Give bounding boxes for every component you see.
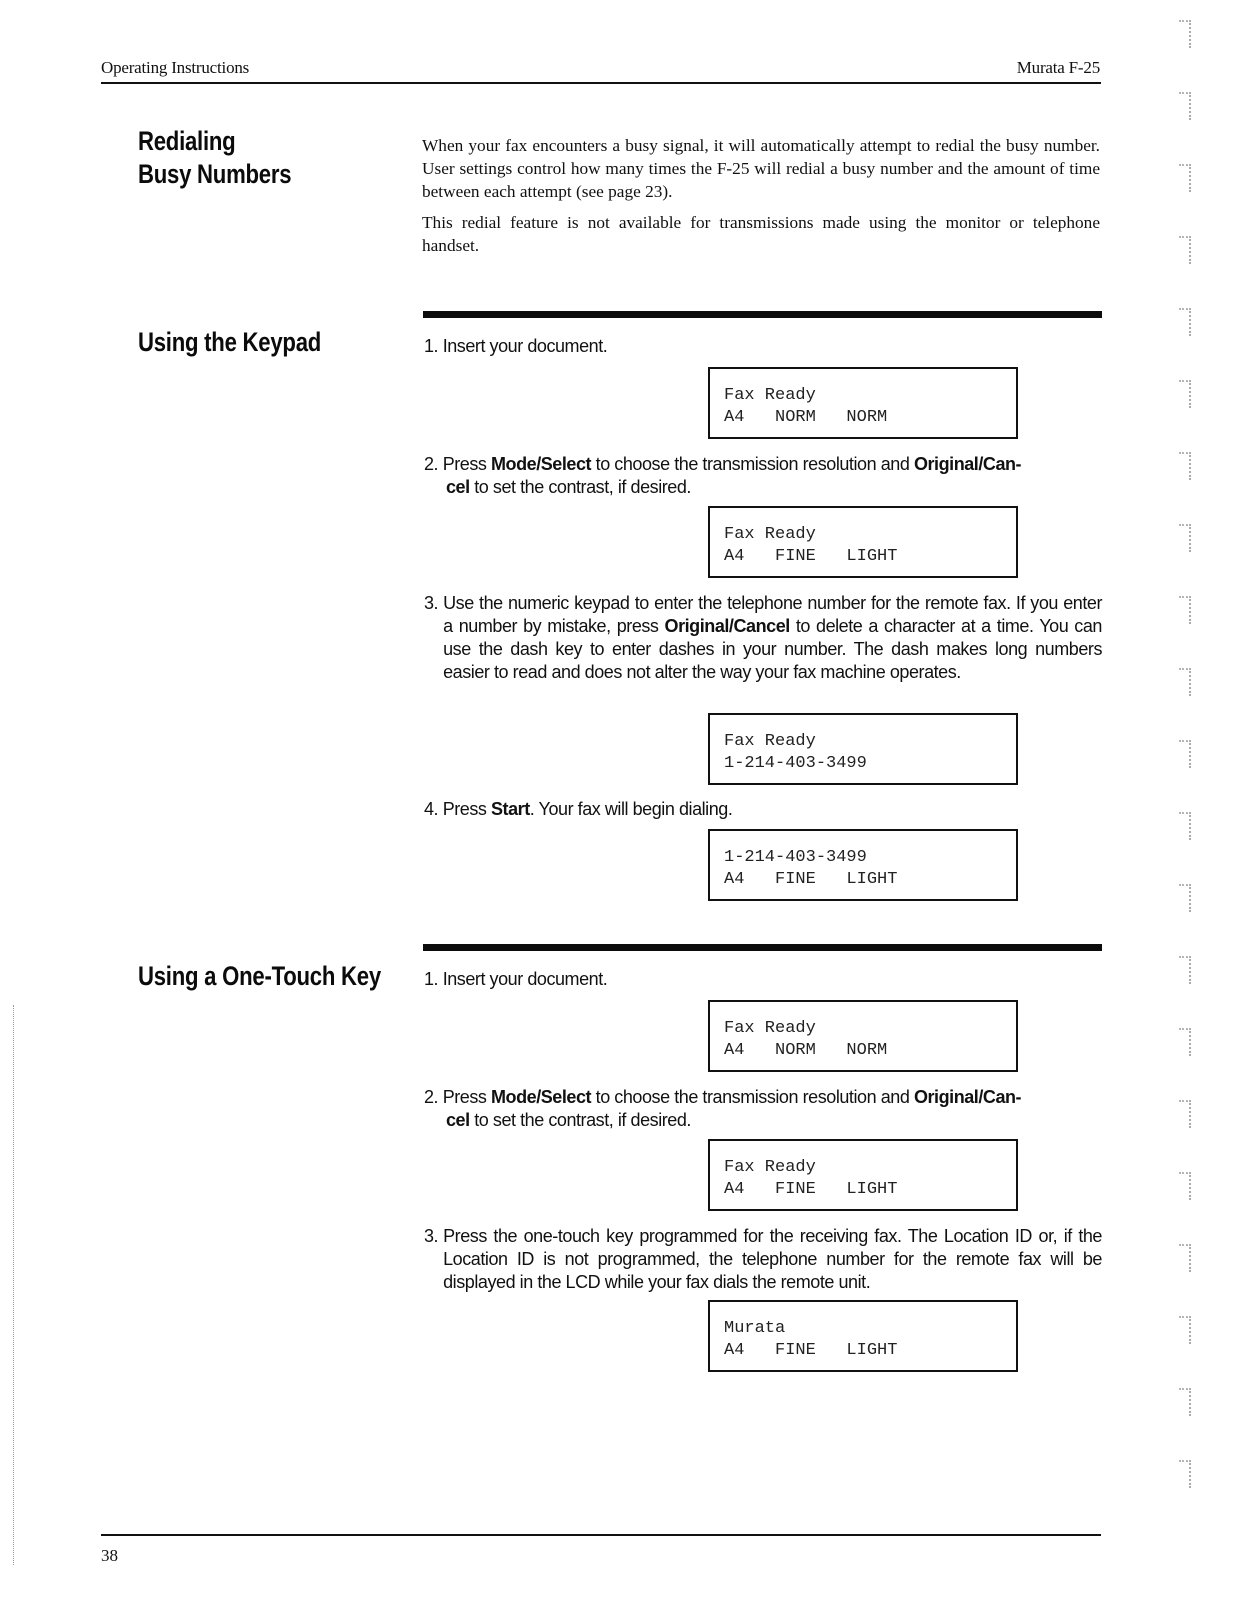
redial-paragraph-2: This redial feature is not available for transmissions made using the monitor or telephone handset. bbox=[422, 213, 1100, 255]
key-name-start: Start bbox=[491, 799, 530, 819]
keypad-step-1 bbox=[424, 335, 1102, 358]
one-touch-step-1 bbox=[424, 968, 1102, 991]
key-name-original-cancel: cel bbox=[446, 477, 470, 497]
step-number: 2. bbox=[424, 454, 439, 474]
scan-mark bbox=[1179, 1100, 1191, 1128]
header-rule bbox=[101, 82, 1101, 84]
step-text: Insert your document. bbox=[442, 969, 608, 989]
step-text: Press bbox=[442, 799, 491, 819]
lcd-line-1: Fax Ready bbox=[724, 525, 816, 544]
lcd-line-1: Murata bbox=[724, 1319, 786, 1338]
keypad-step-3 bbox=[424, 592, 1102, 684]
scan-mark bbox=[1179, 956, 1191, 984]
step-text: Press bbox=[442, 454, 491, 474]
step-number: 1. bbox=[424, 336, 439, 356]
lcd-display bbox=[708, 506, 1018, 578]
scan-mark bbox=[1179, 380, 1191, 408]
section-divider-bar bbox=[423, 311, 1102, 318]
section-divider-bar bbox=[423, 944, 1102, 951]
step-number: 3. bbox=[424, 1226, 439, 1246]
step-text: to choose the transmission resolution and bbox=[591, 1087, 914, 1107]
running-header-left: Operating Instructions bbox=[101, 58, 250, 77]
step-text: Insert your document. bbox=[442, 336, 608, 356]
lcd-line-2: A4 NORM NORM bbox=[724, 408, 888, 427]
redial-paragraph-1: When your fax encounters a busy signal, it will automatically attempt to redial the busy number. User settings control how many times the F-25 will redial a busy number and the amount of time between each attempt (see page 23). bbox=[422, 136, 1100, 201]
section-heading-redialing bbox=[138, 125, 291, 191]
step-text bbox=[443, 592, 1102, 684]
scan-mark bbox=[1179, 1028, 1191, 1056]
key-name-original-cancel: cel bbox=[446, 1110, 470, 1130]
step-text: to set the contrast, if desired. bbox=[469, 477, 691, 497]
heading-line: Busy Numbers bbox=[138, 159, 292, 189]
step-number: 2. bbox=[424, 1087, 439, 1107]
scan-mark bbox=[1179, 1172, 1191, 1200]
lcd-line-1: Fax Ready bbox=[724, 732, 816, 751]
scan-mark bbox=[1179, 524, 1191, 552]
page-number: 38 bbox=[101, 1546, 118, 1565]
scan-mark bbox=[1179, 164, 1191, 192]
scan-mark bbox=[1179, 92, 1191, 120]
step-text: to choose the transmission resolution and bbox=[591, 454, 914, 474]
key-name-mode-select: Mode/Select bbox=[491, 454, 592, 474]
lcd-line-1: Fax Ready bbox=[724, 1019, 816, 1038]
lcd-display bbox=[708, 367, 1018, 439]
scan-mark bbox=[1179, 1316, 1191, 1344]
heading-line: Redialing bbox=[138, 126, 236, 156]
lcd-display bbox=[708, 829, 1018, 901]
key-name-original-cancel: Original/Can- bbox=[913, 1087, 1022, 1107]
footer-rule bbox=[101, 1534, 1101, 1536]
step-number: 4. bbox=[424, 799, 439, 819]
step-number: 1. bbox=[424, 969, 439, 989]
keypad-step-4 bbox=[424, 798, 1102, 821]
section-heading-one-touch: Using a One-Touch Key bbox=[138, 961, 381, 991]
step-number: 3. bbox=[424, 593, 439, 613]
lcd-display bbox=[708, 1300, 1018, 1372]
scan-mark bbox=[1179, 236, 1191, 264]
lcd-display bbox=[708, 1000, 1018, 1072]
scan-mark bbox=[1179, 20, 1191, 48]
step-text: to set the contrast, if desired. bbox=[469, 1110, 691, 1130]
scan-mark bbox=[1179, 812, 1191, 840]
key-name-original-cancel: Original/Cancel bbox=[664, 616, 790, 636]
scan-mark bbox=[1179, 1460, 1191, 1488]
step-text-part: Use the numeric keypad to enter the telephone number for the remote fax. If you enter a number by mistake, press bbox=[443, 593, 1102, 636]
step-text: Press bbox=[442, 1087, 491, 1107]
lcd-line-1: 1-214-403-3499 bbox=[724, 848, 867, 867]
lcd-display bbox=[708, 1139, 1018, 1211]
scan-artifacts bbox=[1179, 20, 1209, 1532]
lcd-display bbox=[708, 713, 1018, 785]
lcd-line-1: Fax Ready bbox=[724, 386, 816, 405]
scan-mark bbox=[1179, 668, 1191, 696]
lcd-line-2: A4 NORM NORM bbox=[724, 1041, 888, 1060]
lcd-line-2: 1-214-403-3499 bbox=[724, 754, 867, 773]
scan-mark bbox=[1179, 596, 1191, 624]
one-touch-step-2 bbox=[424, 1086, 1102, 1132]
lcd-line-2: A4 FINE LIGHT bbox=[724, 1180, 898, 1199]
step-text: Press the one-touch key programmed for the receiving fax. The Location ID or, if the Location ID is not programmed, the telephone number for the remote fax will be displayed in the LCD while your fax dials the remote unit. bbox=[443, 1226, 1102, 1292]
lcd-line-2: A4 FINE LIGHT bbox=[724, 1341, 898, 1360]
scan-mark bbox=[1179, 740, 1191, 768]
step-text: . Your fax will begin dialing. bbox=[529, 799, 733, 819]
lcd-line-2: A4 FINE LIGHT bbox=[724, 547, 898, 566]
key-name-mode-select: Mode/Select bbox=[491, 1087, 592, 1107]
lcd-line-1: Fax Ready bbox=[724, 1158, 816, 1177]
scan-mark bbox=[1179, 884, 1191, 912]
keypad-step-2 bbox=[424, 453, 1102, 499]
scan-mark bbox=[1179, 308, 1191, 336]
section-heading-keypad: Using the Keypad bbox=[138, 327, 322, 357]
one-touch-step-3 bbox=[424, 1225, 1102, 1294]
lcd-line-2: A4 FINE LIGHT bbox=[724, 870, 898, 889]
step-text-part: to delete a character at a time. You can use the dash key to enter dashes in your number. The dash makes long numbers easier to read and does not alter the way your fax machine operates. bbox=[443, 616, 1102, 682]
scan-mark bbox=[1179, 1388, 1191, 1416]
key-name-original-cancel: Original/Can- bbox=[913, 454, 1022, 474]
scan-mark bbox=[1179, 1244, 1191, 1272]
running-header-right: Murata F-25 bbox=[1016, 58, 1100, 77]
scan-edge-dots bbox=[13, 1005, 14, 1565]
scan-mark bbox=[1179, 452, 1191, 480]
